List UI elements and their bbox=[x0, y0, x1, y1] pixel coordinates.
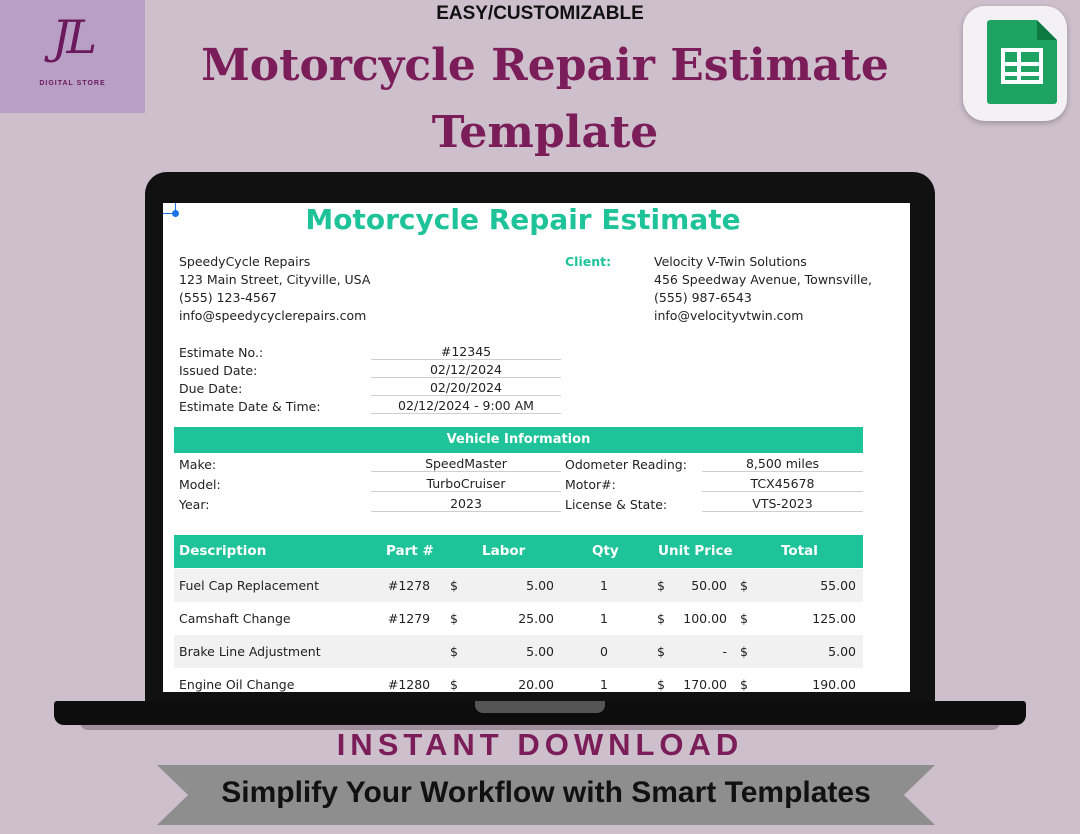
due-date-value[interactable]: 02/20/2024 bbox=[371, 380, 561, 396]
client-email: info@velocityvtwin.com bbox=[654, 308, 804, 323]
due-date-label: Due Date: bbox=[179, 381, 243, 396]
laptop-notch bbox=[475, 701, 605, 713]
row-unit-price: 170.00 bbox=[683, 677, 727, 692]
row-labor: 25.00 bbox=[518, 611, 554, 626]
col-total: Total bbox=[781, 543, 818, 559]
model-label: Model: bbox=[179, 477, 221, 492]
items-table-header bbox=[174, 535, 863, 568]
year-label: Year: bbox=[179, 497, 210, 512]
company-address: 123 Main Street, Cityville, USA bbox=[179, 272, 371, 287]
logo-subtitle: DIGITAL STORE bbox=[39, 80, 106, 87]
table-row[interactable] bbox=[174, 635, 863, 668]
ribbon-text: Simplify Your Workflow with Smart Templates bbox=[221, 776, 871, 809]
col-labor: Labor bbox=[482, 543, 526, 559]
currency-symbol: $ bbox=[657, 644, 665, 659]
google-sheets-icon bbox=[963, 6, 1067, 121]
instant-download-heading: INSTANT DOWNLOAD bbox=[336, 727, 744, 762]
company-name: SpeedyCycle Repairs bbox=[179, 254, 311, 269]
row-qty: 0 bbox=[600, 644, 608, 659]
vehicle-info-header: Vehicle Information bbox=[174, 427, 863, 453]
row-labor: 5.00 bbox=[526, 578, 554, 593]
row-total: 125.00 bbox=[812, 611, 856, 626]
row-total: 190.00 bbox=[812, 677, 856, 692]
row-labor: 5.00 bbox=[526, 644, 554, 659]
client-phone: (555) 987-6543 bbox=[654, 290, 752, 305]
row-qty: 1 bbox=[600, 677, 608, 692]
sheets-fold bbox=[1037, 20, 1057, 40]
motor-value[interactable]: TCX45678 bbox=[702, 476, 863, 492]
table-row[interactable] bbox=[174, 602, 863, 635]
row-unit-price: 100.00 bbox=[683, 611, 727, 626]
model-value[interactable]: TurboCruiser bbox=[371, 476, 561, 492]
company-email: info@speedycyclerepairs.com bbox=[179, 308, 367, 323]
currency-symbol: $ bbox=[657, 677, 665, 692]
license-value[interactable]: VTS-2023 bbox=[702, 496, 863, 512]
currency-symbol: $ bbox=[450, 677, 458, 692]
sheet-title: Motorcycle Repair Estimate bbox=[305, 203, 741, 236]
currency-symbol: $ bbox=[740, 677, 748, 692]
currency-symbol: $ bbox=[740, 644, 748, 659]
tagline: EASY/CUSTOMIZABLE bbox=[436, 3, 644, 24]
col-description: Description bbox=[179, 543, 267, 559]
currency-symbol: $ bbox=[657, 578, 665, 593]
row-qty: 1 bbox=[600, 611, 608, 626]
row-labor: 20.00 bbox=[518, 677, 554, 692]
sheets-doc-shape bbox=[987, 20, 1057, 104]
odometer-value[interactable]: 8,500 miles bbox=[702, 456, 863, 472]
spreadsheet-screen bbox=[163, 203, 910, 692]
row-part: #1278 bbox=[387, 578, 431, 593]
year-value[interactable]: 2023 bbox=[371, 496, 561, 512]
table-row[interactable] bbox=[174, 569, 863, 602]
make-label: Make: bbox=[179, 457, 217, 472]
row-total: 5.00 bbox=[828, 644, 856, 659]
currency-symbol: $ bbox=[450, 578, 458, 593]
issued-date-label: Issued Date: bbox=[179, 363, 258, 378]
row-description: Engine Oil Change bbox=[179, 677, 295, 692]
currency-symbol: $ bbox=[740, 578, 748, 593]
logo-monogram: JL bbox=[52, 10, 93, 64]
row-part: #1280 bbox=[387, 677, 431, 692]
row-unit-price: 50.00 bbox=[691, 578, 727, 593]
row-qty: 1 bbox=[600, 578, 608, 593]
estimate-datetime-label: Estimate Date & Time: bbox=[179, 399, 321, 414]
license-label: License & State: bbox=[565, 497, 668, 512]
row-description: Camshaft Change bbox=[179, 611, 291, 626]
store-logo bbox=[0, 0, 145, 113]
company-phone: (555) 123-4567 bbox=[179, 290, 277, 305]
estimate-no-value[interactable]: #12345 bbox=[371, 344, 561, 360]
issued-date-value[interactable]: 02/12/2024 bbox=[371, 362, 561, 378]
client-address: 456 Speedway Avenue, Townsville, bbox=[654, 272, 872, 287]
currency-symbol: $ bbox=[657, 611, 665, 626]
row-part: #1279 bbox=[387, 611, 431, 626]
row-description: Brake Line Adjustment bbox=[179, 644, 321, 659]
estimate-datetime-value[interactable]: 02/12/2024 - 9:00 AM bbox=[371, 398, 561, 414]
col-unit-price: Unit Price bbox=[658, 543, 733, 559]
client-label: Client: bbox=[565, 254, 612, 269]
row-description: Fuel Cap Replacement bbox=[179, 578, 319, 593]
row-unit-price: - bbox=[722, 644, 727, 659]
currency-symbol: $ bbox=[450, 644, 458, 659]
odometer-label: Odometer Reading: bbox=[565, 457, 687, 472]
row-total: 55.00 bbox=[820, 578, 856, 593]
make-value[interactable]: SpeedMaster bbox=[371, 456, 561, 472]
sheets-grid bbox=[1001, 48, 1043, 84]
col-part: Part # bbox=[386, 543, 434, 559]
client-name: Velocity V-Twin Solutions bbox=[654, 254, 807, 269]
motor-label: Motor#: bbox=[565, 477, 616, 492]
page-title: Motorcycle Repair Estimate Template bbox=[201, 40, 889, 158]
table-row[interactable] bbox=[174, 668, 863, 692]
currency-symbol: $ bbox=[450, 611, 458, 626]
currency-symbol: $ bbox=[740, 611, 748, 626]
estimate-no-label: Estimate No.: bbox=[179, 345, 264, 360]
col-qty: Qty bbox=[592, 543, 619, 559]
